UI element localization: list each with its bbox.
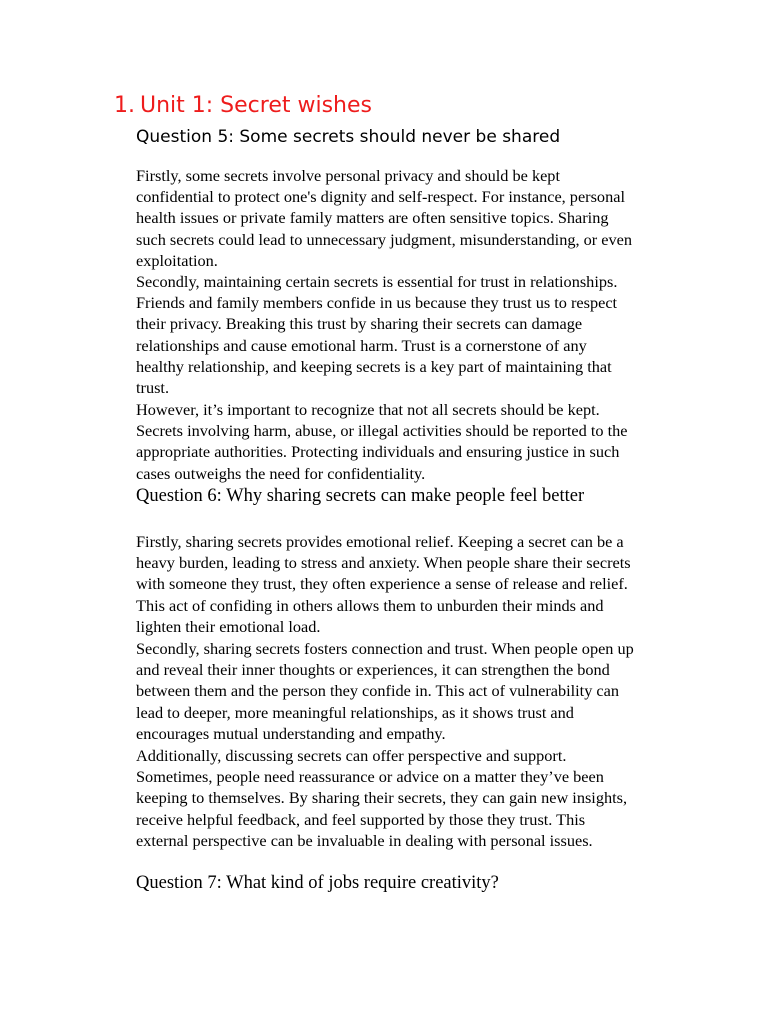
text-line: Secondly, sharing secrets fosters connection and trust. When people open up (136, 639, 634, 658)
question-7-heading: Question 7: What kind of jobs require creativity? (136, 873, 499, 893)
question-5-heading: Question 5: Some secrets should never be shared (136, 127, 561, 147)
list-number: 1. (114, 93, 135, 118)
question-5-paragraph-3 (136, 399, 627, 484)
text-line: Secondly, maintaining certain secrets is essential for trust in relationships. (136, 272, 618, 291)
text-line: exploitation. (136, 250, 218, 270)
text-line: appropriate authorities. Protecting individuals and ensuring justice in such (136, 442, 620, 462)
question-6-paragraph-2 (136, 638, 634, 744)
text-line: This act of confiding in others allows them to unburden their minds and (136, 595, 604, 615)
text-line: their privacy. Breaking this trust by sharing their secrets can damage (136, 314, 583, 334)
unit-heading (114, 93, 372, 118)
text-line: between them and the person they confide in. This act of vulnerability can (136, 681, 620, 701)
text-line: Friends and family members confide in us because they trust us to respect (136, 293, 618, 313)
text-line: trust. (136, 378, 170, 398)
text-line: health issues or private family matters are often sensitive topics. Sharing (136, 208, 609, 228)
text-line: with someone they trust, they often experience a sense of release and relief. (136, 574, 628, 594)
text-line: Additionally, discussing secrets can offer perspective and support. (136, 746, 567, 765)
text-line: and reveal their inner thoughts or experiences, it can strengthen the bond (136, 660, 610, 680)
text-line: such secrets could lead to unnecessary judgment, misunderstanding, or even (136, 229, 632, 249)
question-6-heading: Question 6: Why sharing secrets can make people feel better (136, 486, 585, 506)
text-line: external perspective can be invaluable in dealing with personal issues. (136, 830, 593, 850)
question-6-paragraph-3 (136, 745, 627, 851)
text-line: Secrets involving harm, abuse, or illegal activities should be reported to the (136, 421, 628, 441)
text-line: encourages mutual understanding and empathy. (136, 723, 446, 743)
text-line: lead to deeper, more meaningful relationships, as it shows trust and (136, 702, 574, 722)
unit-title: Unit 1: Secret wishes (140, 93, 372, 118)
text-line: receive helpful feedback, and feel supported by those they trust. This (136, 809, 586, 829)
question-5-paragraph-2 (136, 271, 617, 398)
text-line: Sometimes, people need reassurance or advice on a matter they’ve been (136, 767, 604, 787)
text-line: heavy burden, leading to stress and anxiety. When people share their secrets (136, 553, 631, 573)
text-line: healthy relationship, and keeping secrets is a key part of maintaining that (136, 356, 612, 376)
text-line: However, it’s important to recognize that not all secrets should be kept. (136, 400, 600, 419)
question-5-paragraph-1 (136, 165, 632, 271)
text-line: relationships and cause emotional harm. Trust is a cornerstone of any (136, 335, 587, 355)
text-line: Firstly, sharing secrets provides emotional relief. Keeping a secret can be a (136, 532, 624, 551)
text-line: cases outweighs the need for confidentiality. (136, 463, 426, 483)
text-line: keeping to themselves. By sharing their secrets, they can gain new insights, (136, 788, 628, 808)
text-line: Firstly, some secrets involve personal privacy and should be kept (136, 166, 560, 185)
text-line: confidential to protect one's dignity and self-respect. For instance, personal (136, 187, 625, 207)
text-line: lighten their emotional load. (136, 616, 321, 636)
question-6-paragraph-1 (136, 531, 631, 637)
